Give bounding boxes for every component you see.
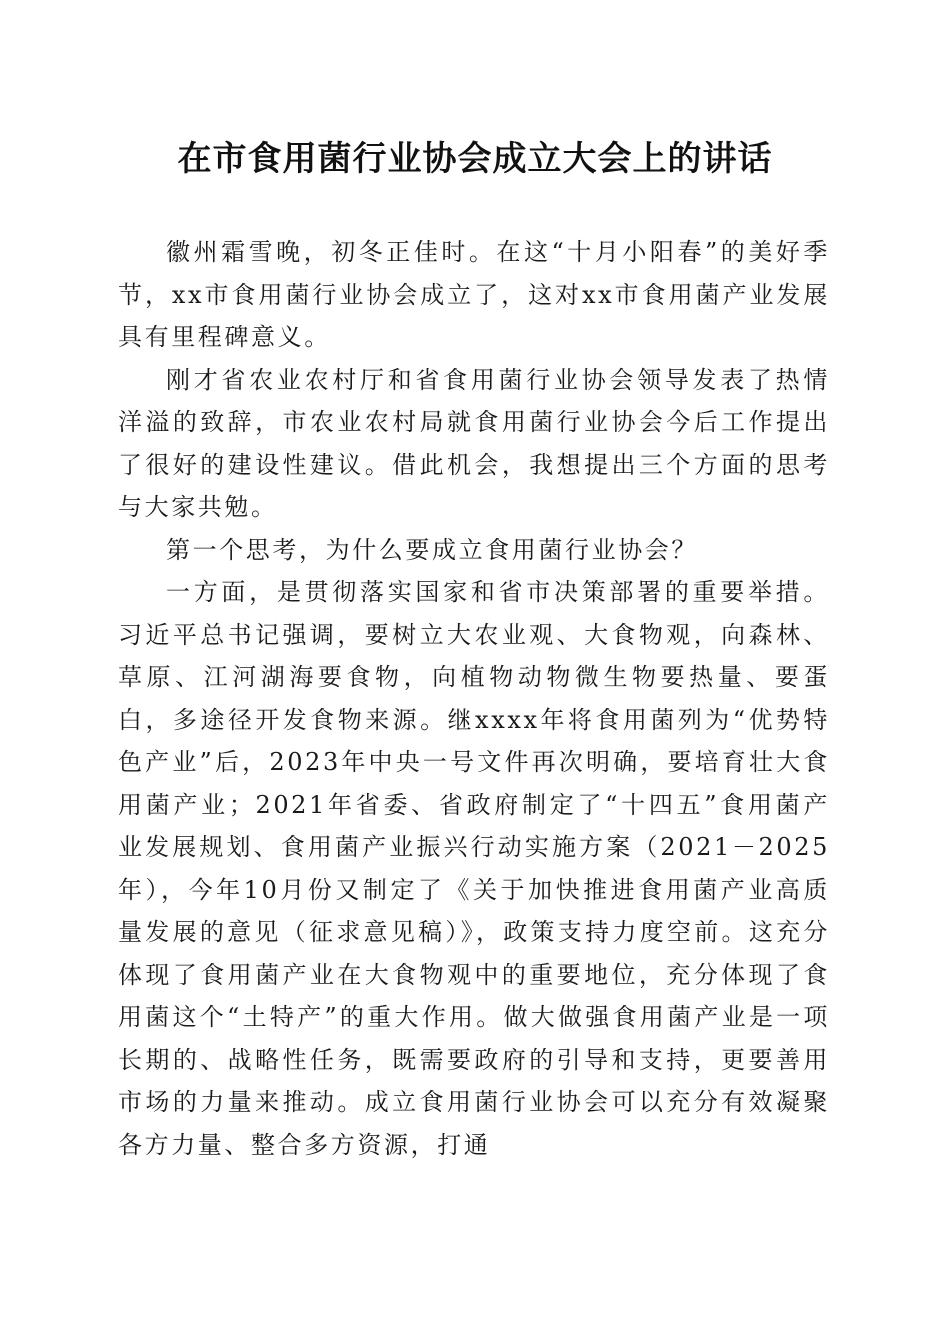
paragraph-first-aspect: 一方面，是贯彻落实国家和省市决策部署的重要举措。习近平总书记强调，要树立大农业观、大食物观，向森林、草原、江河湖海要食物，向植物动物微生物要热量、要蛋白，多途径开发食物来源。继xxxx年将食用菌列为“优势特色产业”后，2023年中央一号文件再次明确，要培育壮大食用菌产业；2021年省委、省政府制定了“十四五”食用菌产业发展规划、食用菌产业振兴行动实施方案（2021－2025年），今年10月份又制定了《关于加快推进食用菌产业高质量发展的意见（征求意见稿）》，政策支持力度空前。这充分体现了食用菌产业在大食物观中的重要地位，充分体现了食用菌这个“土特产”的重大作用。做大做强食用菌产业是一项长期的、战略性任务，既需要政府的引导和支持，更要善用市场的力量来推动。成立食用菌行业协会可以充分有效凝聚各方力量、整合多方资源，打通 bbox=[118, 578, 830, 1159]
paragraph-opening: 徽州霜雪晚，初冬正佳时。在这“十月小阳春”的美好季节，xx市食用菌行业协会成立了，这对xx市食用菌产业发展具有里程碑意义。 bbox=[118, 238, 830, 351]
section-heading-first-thought: 第一个思考，为什么要成立食用菌行业协会？ bbox=[166, 535, 698, 564]
document-body bbox=[118, 231, 830, 1166]
document-title: 在市食用菌行业协会成立大会上的讲话 bbox=[177, 139, 773, 179]
paragraph-introduction: 刚才省农业农村厅和省食用菌行业协会领导发表了热情洋溢的致辞，市农业农村局就食用菌行业协会今后工作提出了很好的建设性建议。借此机会，我想提出三个方面的思考与大家共勉。 bbox=[118, 365, 830, 521]
